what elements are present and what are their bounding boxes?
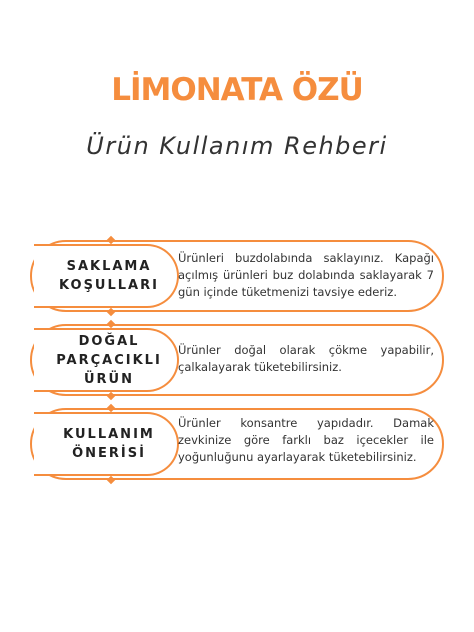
section-text-natural-pulp: Ürünler doğal olarak çökme yapabilir, çalkalayarak tüketebilirsiniz. (178, 343, 434, 374)
section-label-natural-pulp (44, 332, 174, 389)
section-label-line: PARÇACIKLI (56, 353, 162, 368)
section-label-line: ÜRÜN (83, 372, 134, 387)
section-text-storage: Ürünleri buzdolabında saklayınız. Kapağı açılmış ürünleri buz dolabında saklayarak 7 gün içinde tüketmenizi tavsiye ederiz. (178, 251, 434, 299)
section-label-line: KULLANIM (63, 427, 155, 442)
page-title: LİMONATA ÖZÜ (111, 72, 363, 108)
section-label-line: KOŞULLARI (59, 278, 159, 293)
section-text-usage: Ürünler konsantre yapıdadır. Damak zevkinize göre farklı baz içecekler ile yoğunluğunu ayarlayarak tüketebilirsiniz. (178, 416, 434, 464)
section-label-storage (44, 257, 174, 295)
section-label-line: SAKLAMA (66, 259, 152, 274)
page-subtitle: Ürün Kullanım Rehberi (86, 132, 388, 160)
section-label-usage (44, 425, 174, 463)
section-label-line: ÖNERİSİ (72, 446, 146, 461)
section-label-line: DOĞAL (78, 334, 140, 349)
